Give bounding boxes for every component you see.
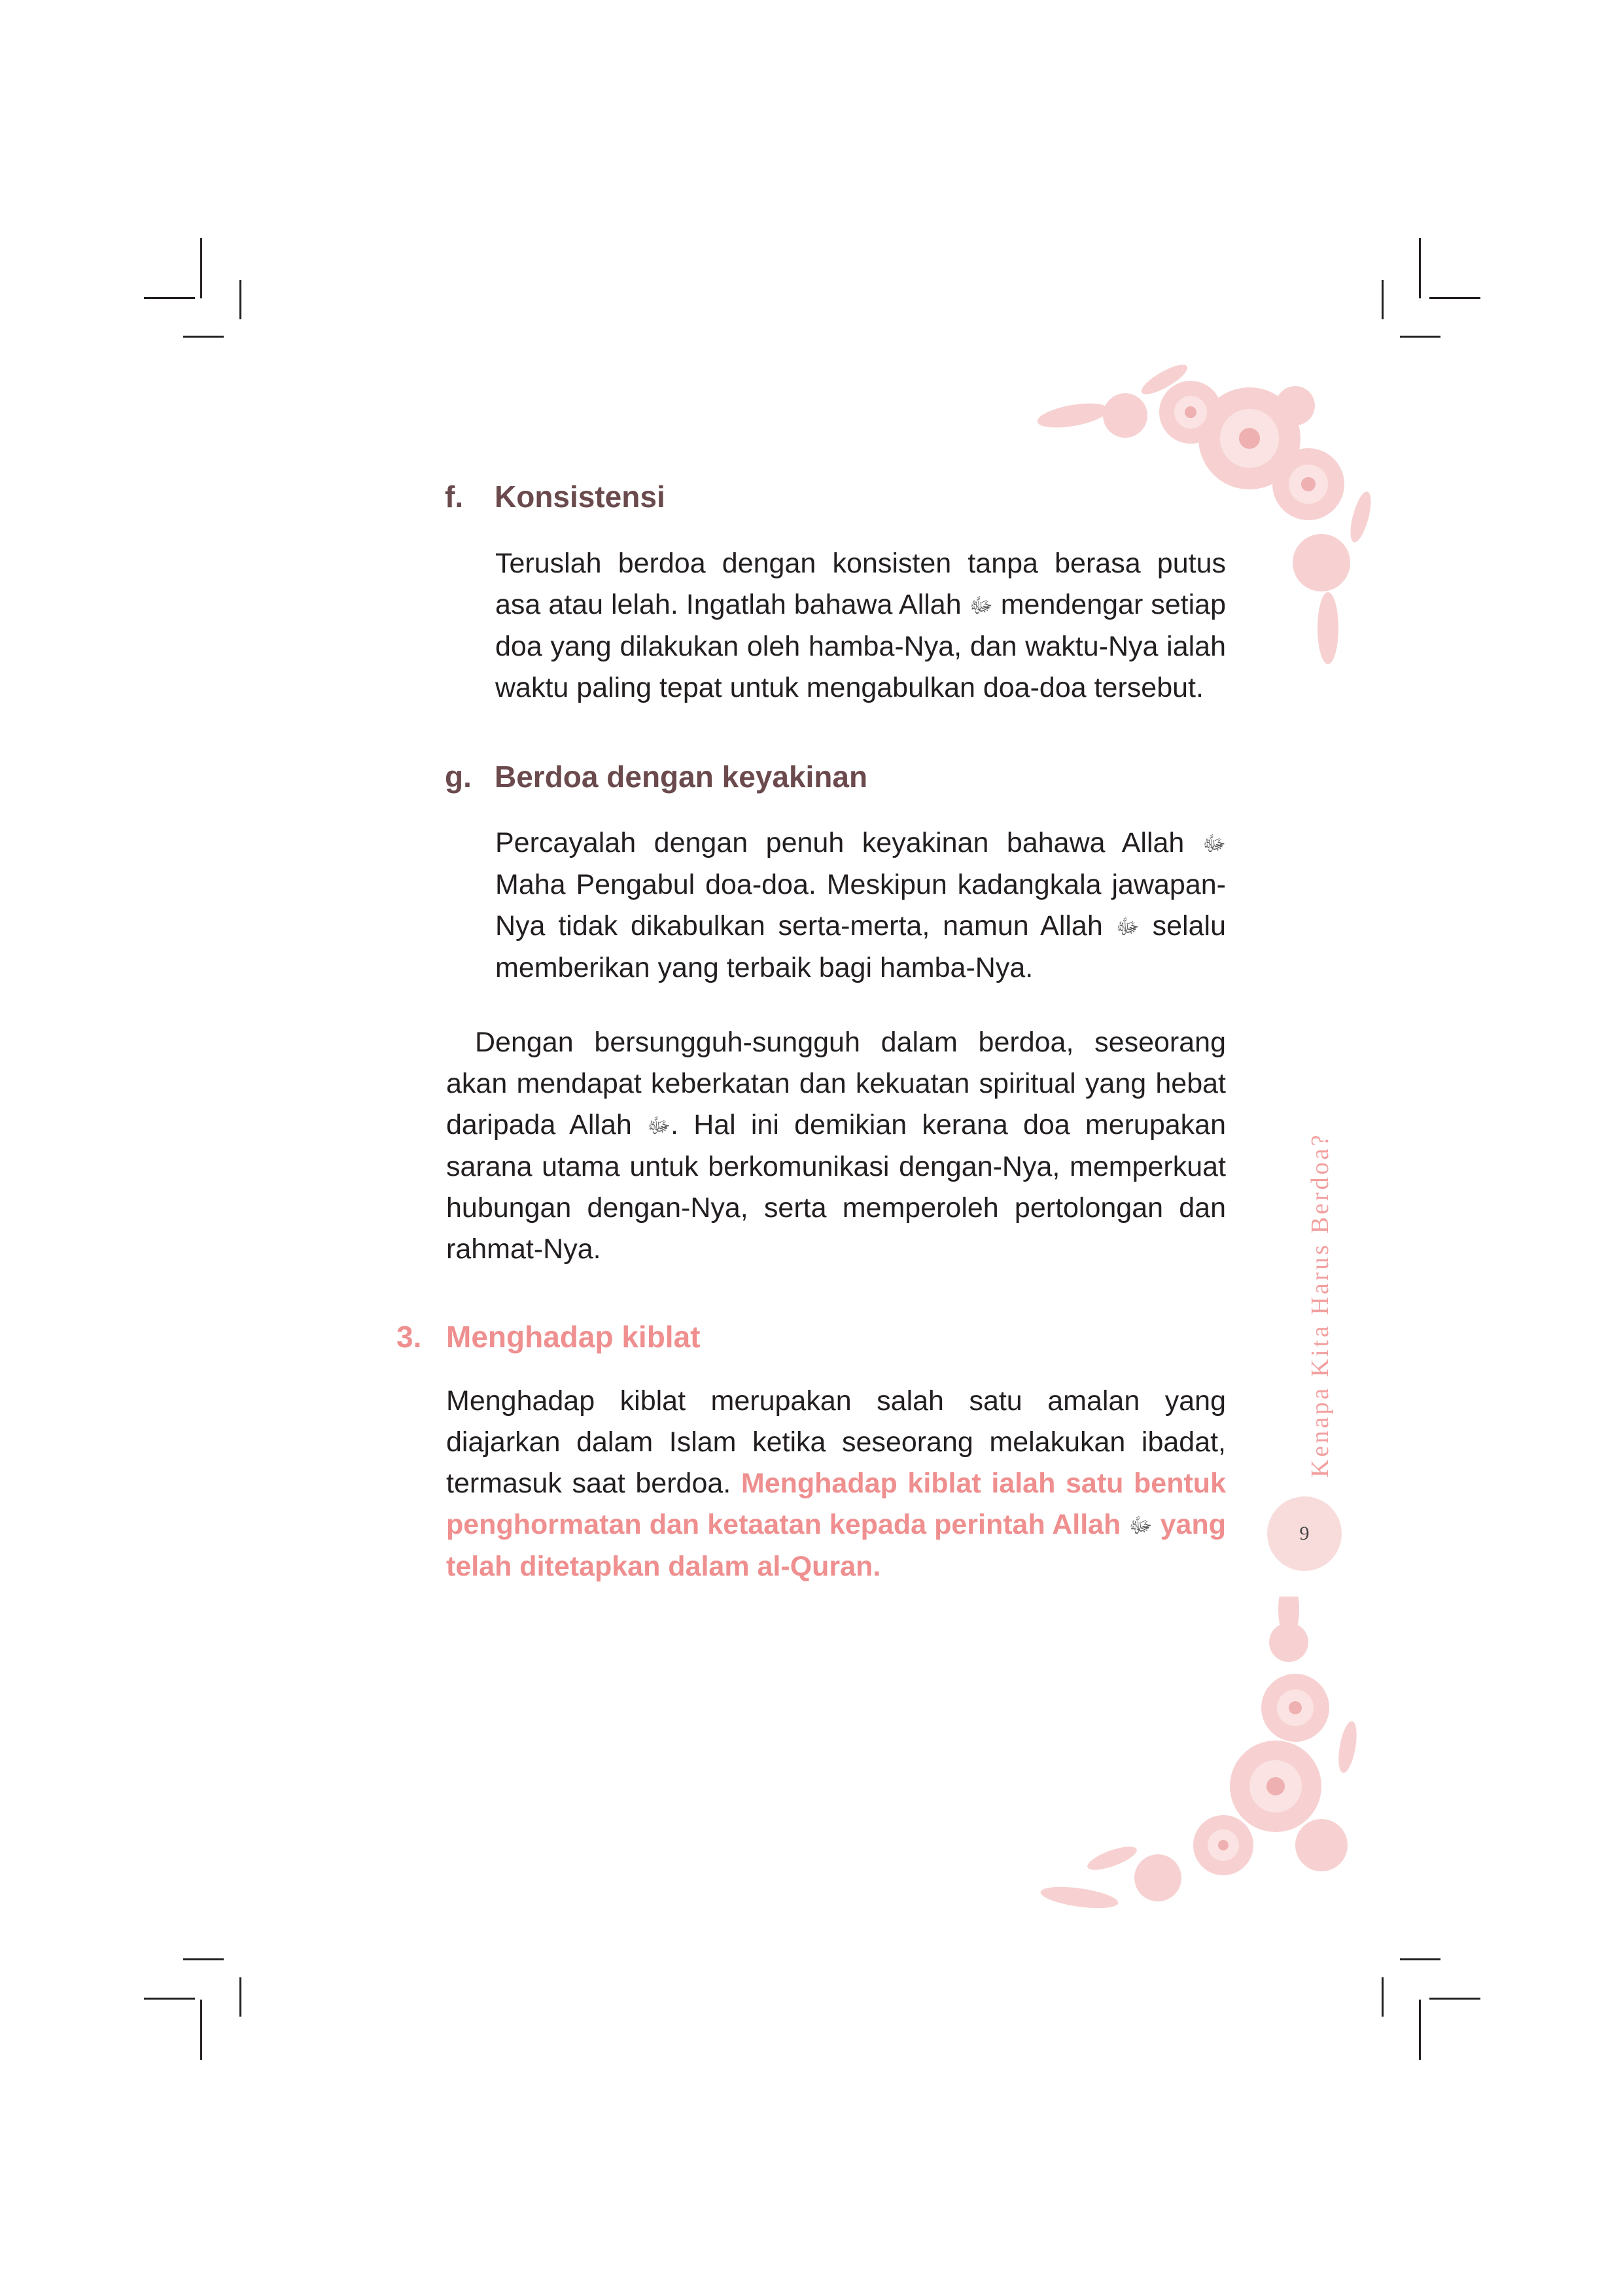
section-f-marker: f. — [445, 480, 464, 514]
allah-honorific-icon: ﷻ — [1128, 1513, 1153, 1537]
section-g-text-3: selalu memberikan yang terbaik bagi hamba-Nya. — [495, 910, 1226, 983]
section-3-heading — [396, 1318, 700, 1355]
allah-honorific-icon: ﷻ — [969, 593, 993, 617]
running-title: Kenapa Kita Harus Berdoa? — [1306, 1132, 1334, 1477]
section-f-title: Konsistensi — [495, 480, 665, 514]
section-f-paragraph — [495, 543, 1226, 709]
section-g-text-1: Percayalah dengan penuh keyakinan bahawa Allah — [495, 827, 1202, 858]
section-f-heading — [445, 478, 665, 515]
section-g-title: Berdoa dengan keyakinan — [495, 760, 868, 794]
section-g-heading — [445, 758, 867, 795]
summary-paragraph — [446, 1022, 1226, 1270]
page-number-label: 9 — [1299, 1523, 1310, 1544]
section-3-title: Menghadap kiblat — [446, 1320, 701, 1354]
summary-text-1: Dengan bersungguh-sungguh dalam berdoa, seseorang akan mendapat keberkatan dan kekuatan spiritual yang hebat daripada Allah — [446, 1027, 1226, 1140]
section-f-text-2: mendengar setiap doa yang dilakukan oleh hamba-Nya, dan waktu-Nya ialah waktu paling tepat untuk mengabulkan doa-doa tersebut. — [495, 589, 1226, 703]
section-g-marker: g. — [445, 760, 472, 794]
section-3-highlight-2: yang telah ditetapkan dalam al-Quran. — [446, 1509, 1226, 1582]
allah-honorific-icon: ﷻ — [1202, 832, 1226, 855]
allah-honorific-icon: ﷻ — [1115, 915, 1140, 938]
section-g-text-2: Maha Pengabul doa-doa. Meskipun kadangkala jawapan-Nya tidak dikabulkan serta-merta, namun Allah — [495, 869, 1226, 942]
page-number — [1267, 1496, 1342, 1571]
section-f-text-1: Teruslah berdoa dengan konsisten tanpa berasa putus asa atau lelah. Ingatlah bahawa Allah — [495, 548, 1226, 620]
section-3-number: 3. — [396, 1320, 422, 1354]
section-3-highlight-1: Menghadap kiblat ialah satu bentuk penghormatan dan ketaatan kepada perintah Allah — [446, 1468, 1226, 1540]
allah-honorific-icon: ﷻ — [646, 1114, 671, 1137]
section-3-paragraph — [446, 1381, 1226, 1587]
floral-decoration-bottom — [1027, 1597, 1380, 1937]
summary-text-2: . Hal ini demikian kerana doa merupakan sarana utama untuk berkomunikasi dengan-Nya, memperkuat hubungan dengan-Nya, serta memperoleh pertolongan dan rahmat-Nya. — [446, 1109, 1227, 1265]
section-g-paragraph — [495, 822, 1226, 989]
section-3-text: Menghadap kiblat merupakan salah satu amalan yang diajarkan dalam Islam ketika seseorang melakukan ibadat, termasuk saat berdoa. — [446, 1385, 1226, 1499]
